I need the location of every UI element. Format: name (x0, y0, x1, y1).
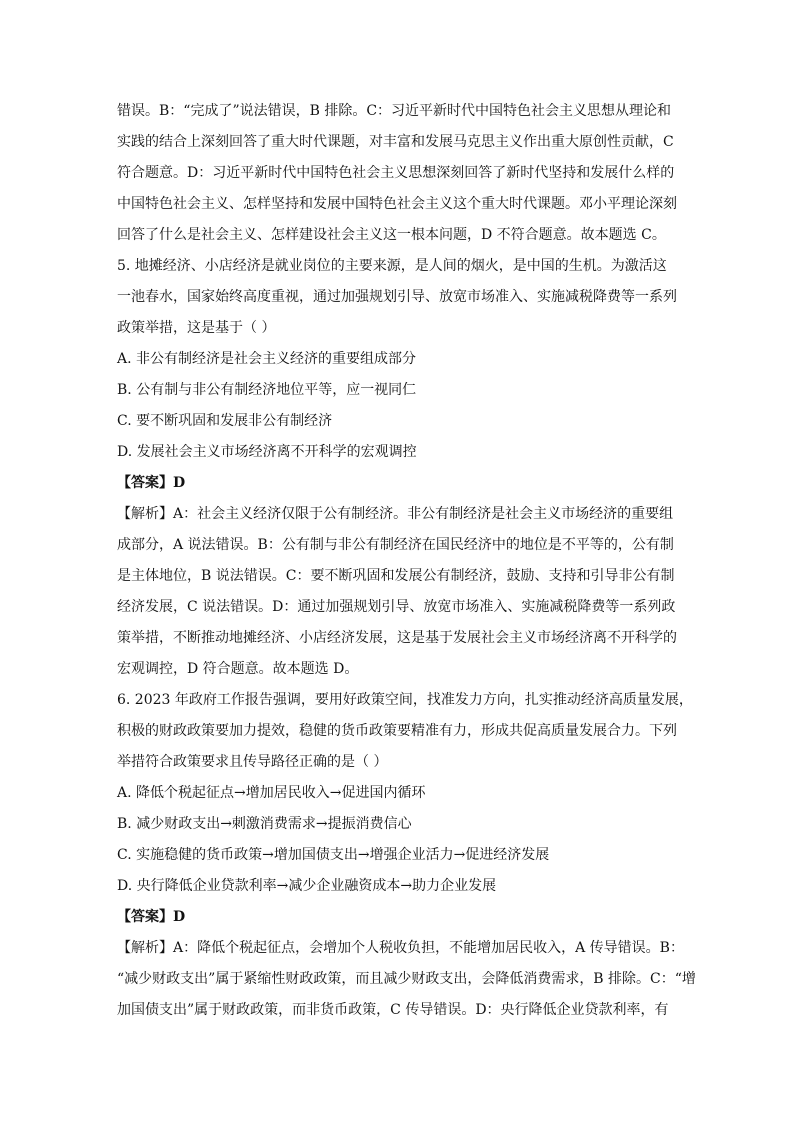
text-line: 中国特色社会主义、怎样坚持和发展中国特色社会主义这个重大时代课题。邓小平理论深刻 (117, 196, 677, 212)
question-5-analysis: 是主体地位，B 说法错误。C：要不断巩固和发展公有制经济，鼓励、支持和引导非公有制 (117, 568, 675, 584)
question-5-analysis: 【解析】A：社会主义经济仅限于公有制经济。非公有制经济是社会主义市场经济的重要组 (117, 506, 674, 522)
question-6-analysis: 【解析】A：降低个税起征点，会增加个人税收负担，不能增加居民收入，A 传导错误。B： (117, 940, 684, 956)
question-5-analysis: 经济发展，C 说法错误。D：通过加强规划引导、放宽市场准入、实施减税降费等一系列政 (117, 599, 676, 615)
question-5-stem: 5. 地摊经济、小店经济是就业岗位的主要来源，是人间的烟火，是中国的生机。为激活这 (117, 258, 667, 274)
question-6-analysis: “减少财政支出”属于紧缩性财政政策，而且减少财政支出，会降低消费需求，B 排除。C：“增 (117, 971, 696, 987)
text-line: 错误。B：“完成了”说法错误，B 排除。C：习近平新时代中国特色社会主义思想从理论和 (117, 103, 672, 119)
question-6-option-a: A. 降低个税起征点→增加居民收入→促进国内循环 (117, 785, 426, 801)
question-6-stem: 举措符合政策要求且传导路径正确的是（ ） (117, 754, 388, 770)
question-5-option-c: C. 要不断巩固和发展非公有制经济 (117, 413, 333, 429)
question-6-option-d: D. 央行降低企业贷款利率→减少企业融资成本→助力企业发展 (117, 878, 497, 894)
question-6-analysis: 加国债支出”属于财政政策，而非货币政策，C 传导错误。D：央行降低企业贷款利率，有 (117, 1002, 669, 1018)
text-line: 回答了什么是社会主义、怎样建设社会主义这一根本问题，D 不符合题意。故本题选 C。 (117, 227, 666, 243)
document-body (117, 96, 696, 1026)
question-5-answer: 【答案】D (117, 475, 186, 491)
question-6-option-b: B. 减少财政支出→刺激消费需求→提振消费信心 (117, 816, 412, 832)
question-5-analysis: 成部分，A 说法错误。B：公有制与非公有制经济在国民经济中的地位是不平等的，公有制 (117, 537, 674, 553)
question-5-option-d: D. 发展社会主义市场经济离不开科学的宏观调控 (117, 444, 417, 460)
question-5-option-a: A. 非公有制经济是社会主义经济的重要组成部分 (117, 351, 417, 367)
question-6-answer: 【答案】D (117, 909, 186, 925)
question-5-analysis: 宏观调控，D 符合题意。故本题选 D。 (117, 661, 359, 677)
question-6-stem: 6. 2023 年政府工作报告强调，要用好政策空间，找准发力方向，扎实推动经济高质量发展， (117, 692, 693, 708)
question-5-analysis: 策举措，不断推动地摊经济、小店经济发展，这是基于发展社会主义市场经济离不开科学的 (117, 630, 677, 646)
text-line: 符合题意。D：习近平新时代中国特色社会主义思想深刻回答了新时代坚持和发展什么样的 (117, 165, 675, 181)
question-5-stem: 政策举措，这是基于（ ） (117, 320, 276, 336)
question-6-stem: 积极的财政政策要加力提效，稳健的货币政策要精准有力，形成共促高质量发展合力。下列 (117, 723, 677, 739)
text-line: 实践的结合上深刻回答了重大时代课题，对丰富和发展马克思主义作出重大原创性贡献，C (117, 134, 674, 150)
question-5-option-b: B. 公有制与非公有制经济地位平等，应一视同仁 (117, 382, 417, 398)
question-6-option-c: C. 实施稳健的货币政策→增加国债支出→增强企业活力→促进经济发展 (117, 847, 550, 863)
question-5-stem: 一池春水，国家始终高度重视，通过加强规划引导、放宽市场准入、实施减税降费等一系列 (117, 289, 677, 305)
